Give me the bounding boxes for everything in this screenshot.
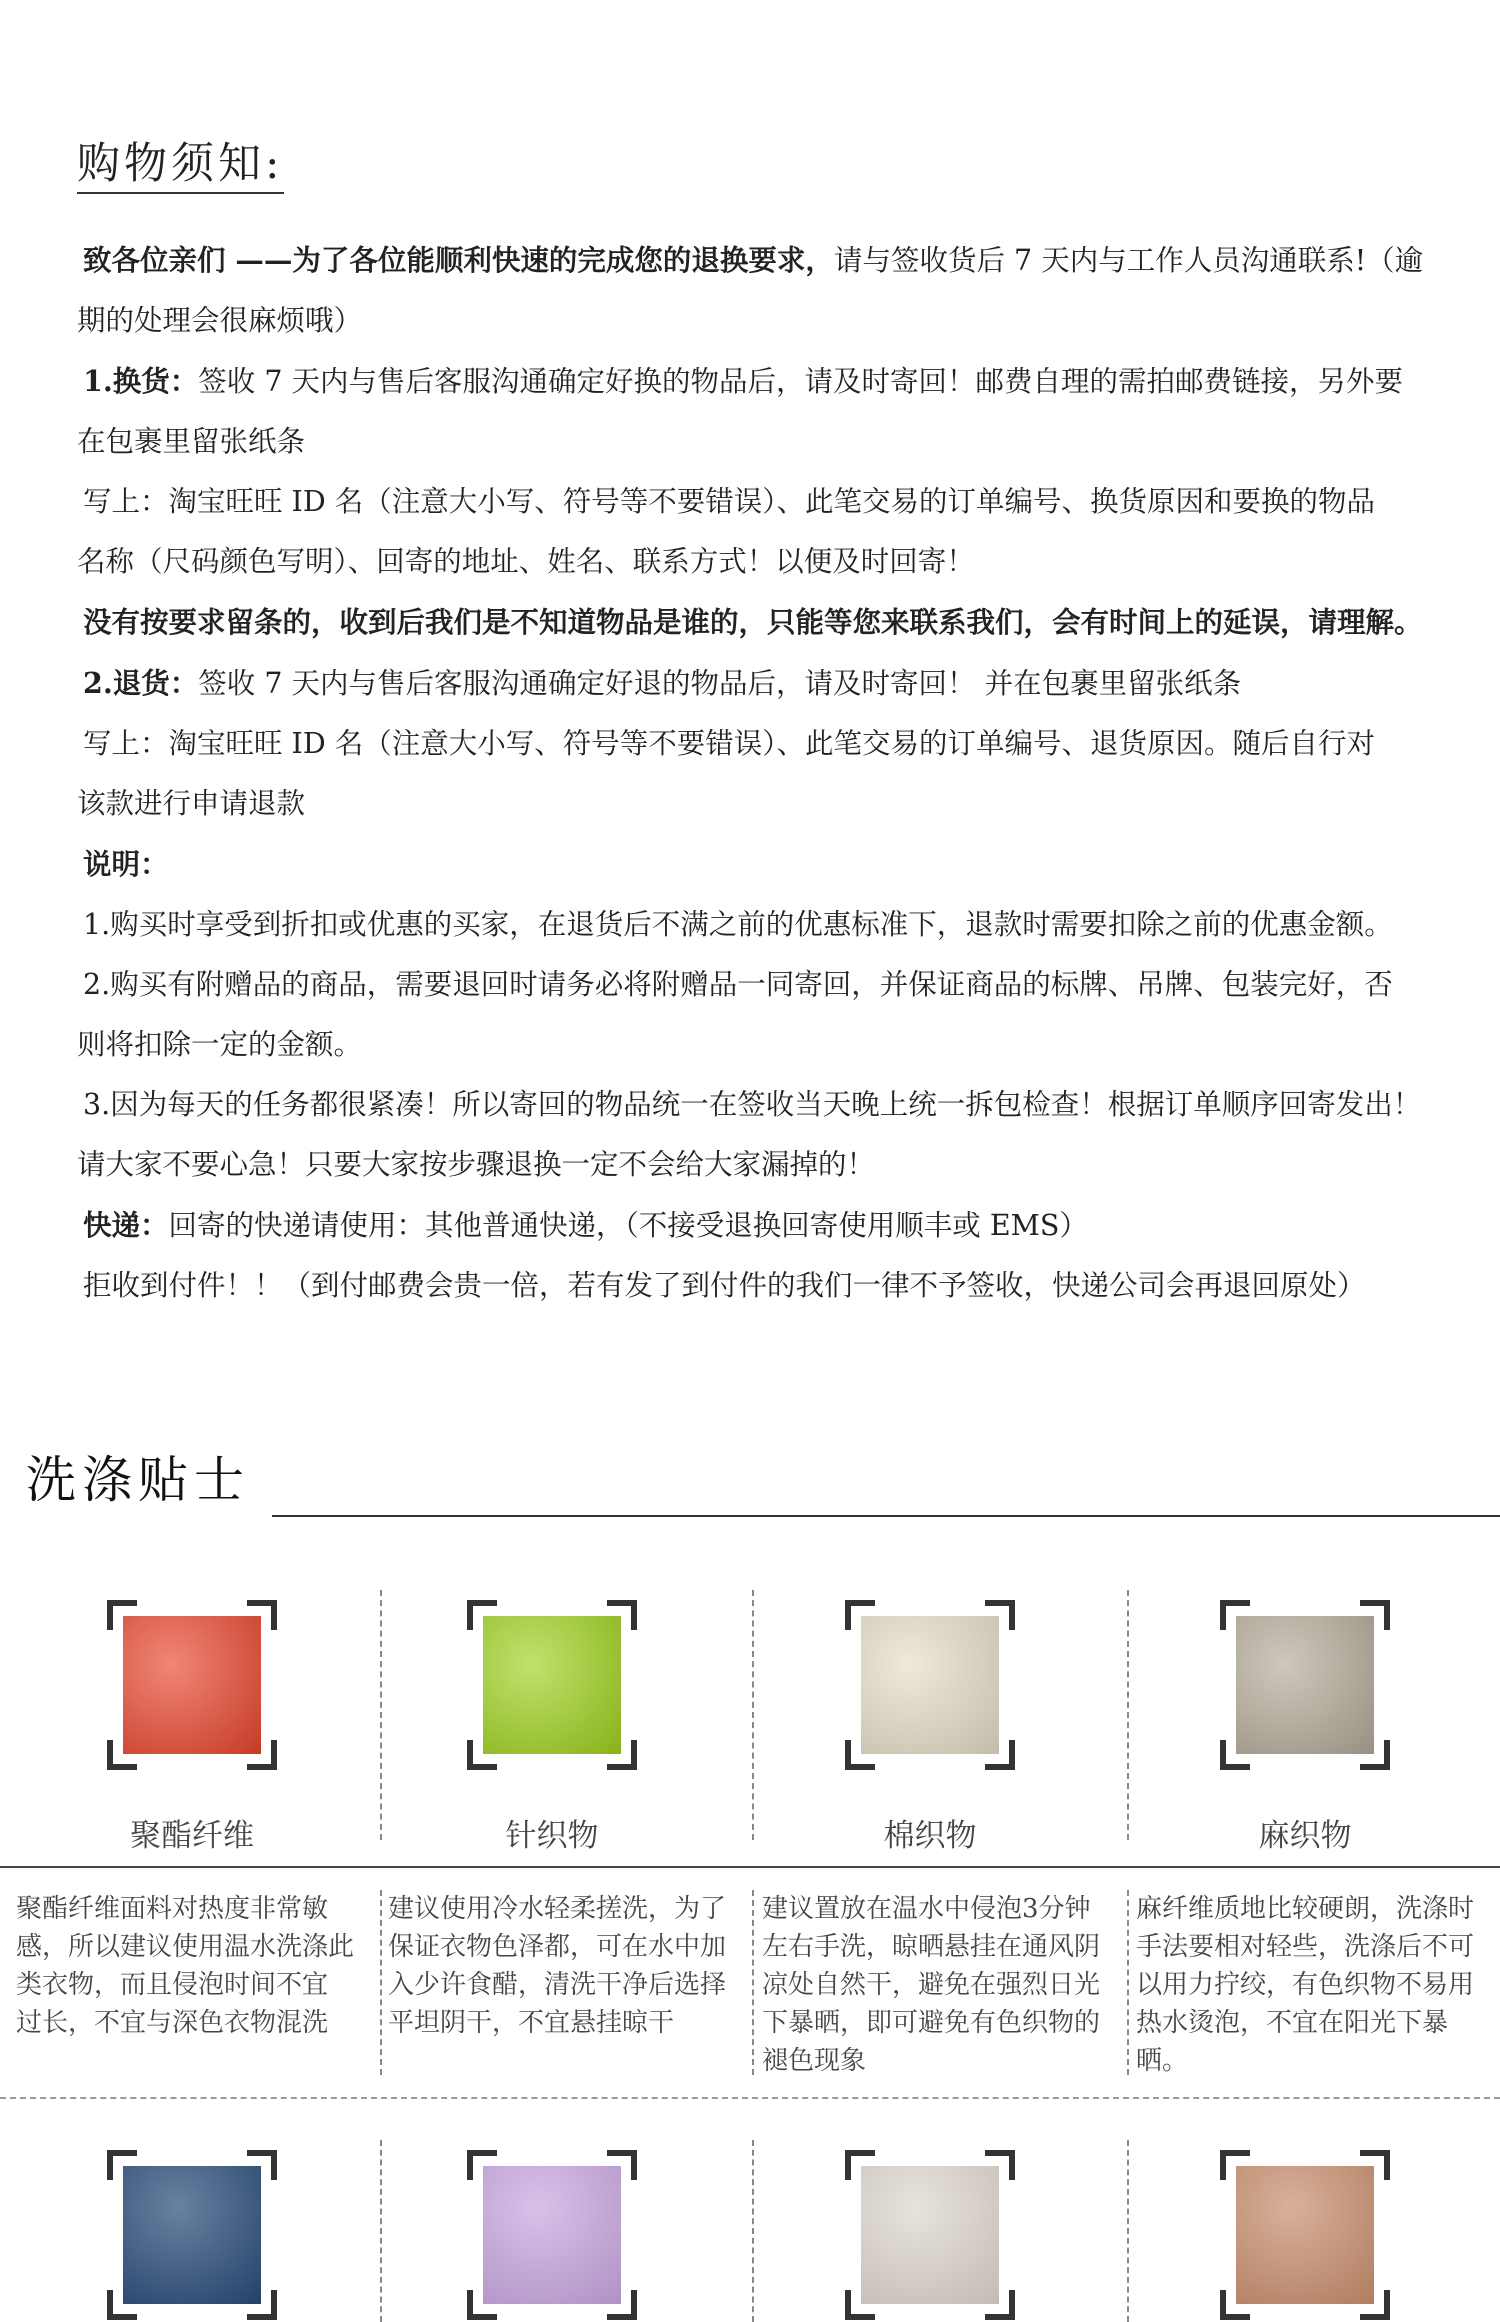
notice-line-bold: 致各位亲们 ——为了各位能顺利快速的完成您的退换要求， [83,243,834,277]
notice-line [77,1075,1427,1135]
notice-line-text: 签收 7 天内与售后客服沟通确定好退的物品后，请及时寄回！ 并在包裹里留张纸条 [198,667,1242,700]
fabric-care-text [16,1890,354,2042]
notice-title: 购物须知: [77,138,284,194]
notice-line-text: 期的处理会很麻烦哦） [77,304,363,337]
fabric-care-line: 凉处自然干，避免在强烈日光 [762,1970,1101,2000]
notice-line-text: 拒收到付件！！（到付邮费会贵一倍，若有发了到付件的我们一律不予签收，快递公司会再退回原处） [83,1269,1366,1302]
fabric-name: 麻织物 [1258,1818,1352,1854]
fabric-care-line: 感，所以建议使用温水洗涤此 [16,1932,355,1962]
fabric-swatch-image [1236,1616,1374,1754]
fabric-image-frame [845,1600,1015,1770]
fabric-care-line: 左右手洗，晾晒悬挂在通风阴 [762,1932,1101,1962]
fabric-care-line: 下暴晒，即可避免有色织物的 [762,2008,1101,2038]
column-divider [752,1890,754,2075]
notice-line-text: 签收 7 天内与售后客服沟通确定好换的物品后，请及时寄回！邮费自理的需拍邮费链接，另外要 [198,365,1404,398]
notice-line [77,351,1427,412]
fabric-image-frame [467,2150,637,2320]
fabric-swatch-image [861,2166,999,2304]
notice-line [77,592,1427,653]
fabric-care-line: 以用力拧绞，有色织物不易用 [1136,1970,1475,2000]
fabric-image-frame [1220,2150,1390,2320]
notice-line-bold: 2.退货： [83,666,199,700]
fabric-name-divider [0,1866,1500,1868]
fabric-care-text [388,1890,726,2042]
tips-header [0,1440,1500,1540]
notice-line-text: 写上：淘宝旺旺 ID 名（注意大小写、符号等不要错误）、此笔交易的订单编号、退货原因。随后自行对 [83,727,1375,760]
notice-line-bold: 说明： [83,847,169,881]
notice-line [77,1256,1427,1316]
fabric-care-line: 建议使用冷水轻柔搓洗，为了 [388,1894,727,1924]
column-divider [380,2140,382,2322]
notice-line-text: 3.因为每天的任务都很紧凑！所以寄回的物品统一在签收当天晚上统一拆包检查！根据订单顺序回寄发出！ [83,1088,1422,1121]
fabric-name: 针织物 [505,1818,599,1854]
fabric-care-line: 保证衣物色泽都，可在水中加 [388,1932,727,1962]
fabric-swatch-image [861,1616,999,1754]
tips-title: 洗涤贴士 [26,1451,250,1509]
notice-line-text: 写上：淘宝旺旺 ID 名（注意大小写、符号等不要错误）、此笔交易的订单编号、换货原因和要换的物品 [83,485,1375,518]
notice-line-bold: 1.换货： [83,364,199,398]
column-divider [380,1890,382,2075]
notice-line-bold: 没有按要求留条的，收到后我们是不知道物品是谁的，只能等您来联系我们，会有时间上的延误，请理解。 [83,605,1423,639]
notice-line [77,291,1427,351]
row-divider [0,2097,1500,2099]
notice-line [77,532,1427,592]
fabric-image-frame [1220,1600,1390,1770]
notice-line-text: 回寄的快递请使用：其他普通快递，（不接受退换回寄使用顺丰或 EMS） [168,1209,1088,1242]
notice-line-text: 则将扣除一定的金额。 [77,1028,363,1061]
fabric-care-line: 平坦阴干，不宜悬挂晾干 [388,2008,675,2038]
fabric-swatch-image [123,2166,261,2304]
notice-line [77,774,1427,834]
notice-line [77,653,1427,714]
column-divider [1127,1590,1129,1840]
notice-line-text: 名称（尺码颜色写明）、回寄的地址、姓名、联系方式！以便及时回寄！ [77,545,975,578]
fabric-care-line: 过长，不宜与深色衣物混洗 [16,2008,329,2038]
fabric-name: 棉织物 [883,1818,977,1854]
fabric-care-line: 手法要相对轻些，洗涤后不可 [1136,1932,1475,1962]
notice-body [77,230,1427,1316]
notice-line-text: 在包裹里留张纸条 [77,425,306,458]
notice-line [77,1195,1427,1256]
fabric-care-line: 热水烫泡，不宜在阳光下暴晒。 [1136,2008,1449,2076]
notice-line [77,412,1427,472]
notice-line [77,472,1427,532]
notice-line [77,955,1427,1015]
notice-line [77,834,1427,895]
notice-line [77,1015,1427,1075]
fabric-swatch-image [483,2166,621,2304]
column-divider [752,2140,754,2322]
fabric-image-frame [107,2150,277,2320]
fabric-care-line: 聚酯纤维面料对热度非常敏 [16,1894,329,1924]
fabric-care-text [762,1890,1100,2080]
fabric-swatch-image [1236,2166,1374,2304]
tips-title-rule [272,1515,1500,1517]
column-divider [380,1590,382,1840]
fabric-image-frame [467,1600,637,1770]
notice-line-text: 请大家不要心急！只要大家按步骤退换一定不会给大家漏掉的！ [77,1148,876,1181]
notice-line-text: 2.购买有附赠品的商品，需要退回时请务必将附赠品一同寄回，并保证商品的标牌、吊牌、包装完好，否 [83,968,1393,1001]
column-divider [1127,2140,1129,2322]
column-divider [752,1590,754,1840]
notice-line [77,230,1427,291]
notice-line-text: 请与签收货后 7 天内与工作人员沟通联系!（逾 [833,244,1424,277]
notice-line [77,895,1427,955]
column-divider [1127,1890,1129,2075]
fabric-care-line: 类衣物，而且侵泡时间不宜 [16,1970,329,2000]
fabric-care-line: 麻纤维质地比较硬朗，洗涤时 [1136,1894,1475,1924]
notice-line [77,1135,1427,1195]
fabric-care-text [1136,1890,1490,2080]
fabric-swatch-image [123,1616,261,1754]
fabric-image-frame [107,1600,277,1770]
fabric-care-line: 入少许食醋，清洗干净后选择 [388,1970,727,2000]
fabric-care-line: 褪色现象 [762,2046,867,2076]
notice-line-text: 1.购买时享受到折扣或优惠的买家，在退货后不满之前的优惠标准下，退款时需要扣除之前的优惠金额。 [83,908,1393,941]
fabric-swatch-image [483,1616,621,1754]
notice-line-text: 该款进行申请退款 [77,787,306,820]
fabric-image-frame [845,2150,1015,2320]
fabric-name: 聚酯纤维 [130,1818,254,1854]
fabric-care-line: 建议置放在温水中侵泡3分钟 [762,1894,1091,1924]
notice-line-bold: 快递： [83,1208,169,1242]
notice-line [77,714,1427,774]
